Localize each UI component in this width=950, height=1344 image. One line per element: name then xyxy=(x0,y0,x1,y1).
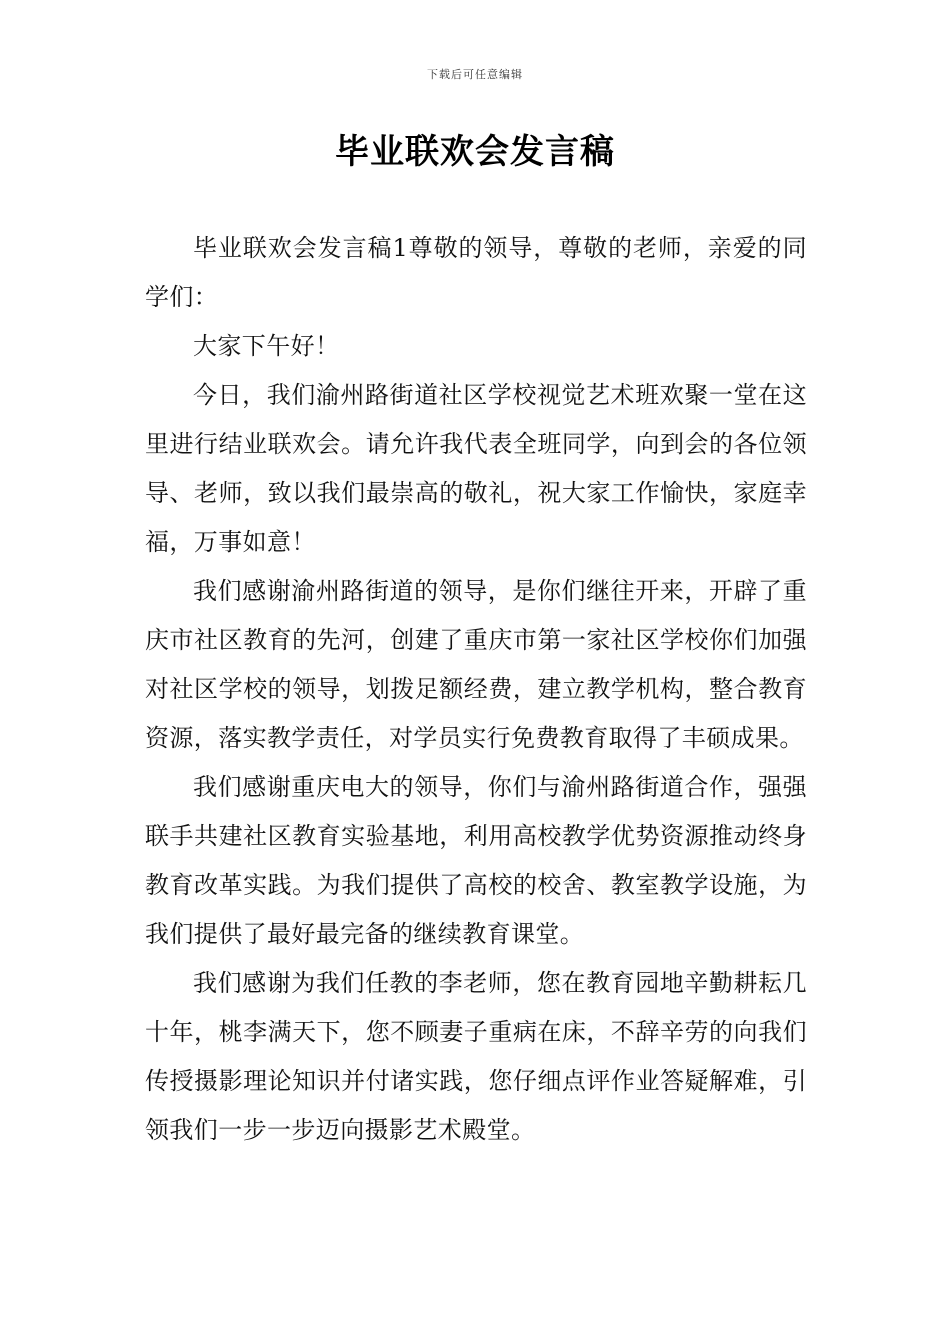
paragraph: 大家下午好！ xyxy=(193,332,340,360)
paragraph: 我们感谢重庆电大的领导，你们与渝州路街道合作，强强联手共建社区教育实验基地，利用高校教学优势资源推动终身教育改革实践。为我们提供了高校的校舍、教室教学设施，为我们提供了最好最完备的继续教育课堂。 xyxy=(145,773,807,948)
paragraph: 毕业联欢会发言稿1尊敬的领导，尊敬的老师，亲爱的同学们： xyxy=(145,234,807,311)
document-body xyxy=(145,224,807,1155)
paragraph: 今日，我们渝州路街道社区学校视觉艺术班欢聚一堂在这里进行结业联欢会。请允许我代表全班同学，向到会的各位领导、老师，致以我们最崇高的敬礼，祝大家工作愉快，家庭幸福，万事如意！ xyxy=(145,381,807,556)
header-note: 下载后可任意编辑 xyxy=(427,68,523,81)
paragraph: 我们感谢为我们任教的李老师，您在教育园地辛勤耕耘几十年，桃李满天下，您不顾妻子重病在床，不辞辛劳的向我们传授摄影理论知识并付诸实践，您仔细点评作业答疑解难，引领我们一步一步迈向摄影艺术殿堂。 xyxy=(145,969,807,1144)
document-title: 毕业联欢会发言稿 xyxy=(335,132,615,172)
paragraph: 我们感谢渝州路街道的领导，是你们继往开来，开辟了重庆市社区教育的先河，创建了重庆市第一家社区学校你们加强对社区学校的领导，划拨足额经费，建立教学机构，整合教育资源，落实教学责任，对学员实行免费教育取得了丰硕成果。 xyxy=(145,577,807,752)
